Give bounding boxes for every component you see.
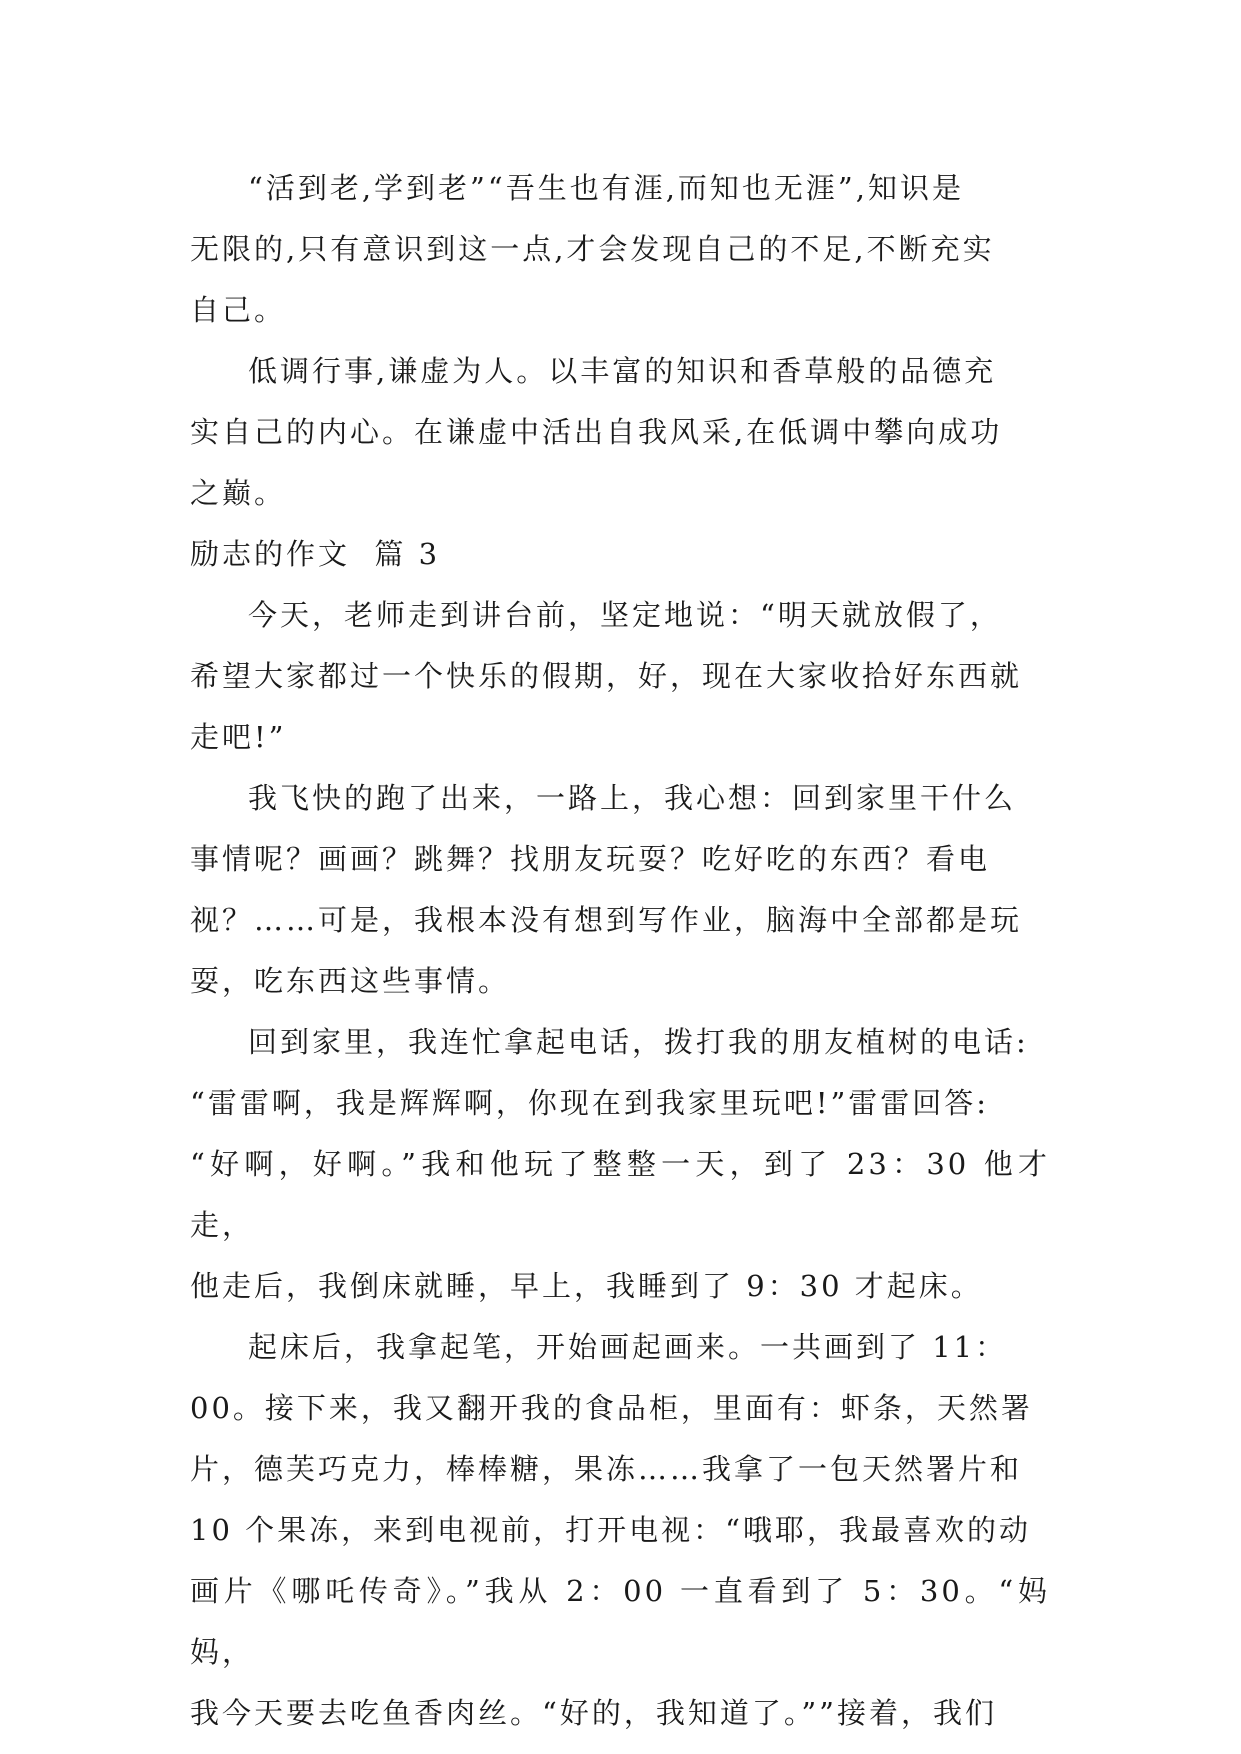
paragraph-after-waking: 起床后，我拿起笔，开始画起画来。一共画到了 11： 00。接下来，我又翻开我的食品柜，里面有：虾条，天然署 片，德芙巧克力，棒棒糖，果冻……我拿了一包天然署片和 10 个果冻，来到电视前，打开电视：“哦耶，我最喜欢的动 画片《哪吒传奇》。”我从 2：00 一直看到了 5：30。“妈妈， 我今天要去吃鱼香肉丝。“好的，我知道了。””接着，我们: [190, 1330, 1050, 1730]
paragraph-lifelong-learning: “活到老,学到老”“吾生也有涯,而知也无涯”,知识是 无限的,只有意识到这一点,才会发现自己的不足,不断充实 自己。: [190, 171, 995, 327]
section-heading: 励志的作文 篇 3: [190, 537, 441, 571]
paragraph-teacher-announcement: 今天，老师走到讲台前，坚定地说：“明天就放假了， 希望大家都过一个快乐的假期，好，现在大家收拾好东西就 走吧!”: [190, 598, 1023, 754]
document-body: [190, 158, 1050, 1744]
paragraph-phone-call: 回到家里，我连忙拿起电话，拨打我的朋友植树的电话: “雷雷啊，我是辉辉啊，你现在到我家里玩吧!”雷雷回答: “好啊，好啊。”我和他玩了整整一天，到了 23：30 他才走， 他走后，我倒床就睡，早上，我睡到了 9：30 才起床。: [190, 1025, 1050, 1303]
paragraph-humility: 低调行事,谦虚为人。以丰富的知识和香草般的品德充 实自己的内心。在谦虚中活出自我风采,在低调中攀向成功 之巅。: [190, 354, 1003, 510]
paragraph-running-home: 我飞快的跑了出来，一路上，我心想：回到家里干什么 事情呢？画画？跳舞？找朋友玩耍？吃好吃的东西？看电 视？……可是，我根本没有想到写作业，脑海中全部都是玩 耍，吃东西这些事情。: [190, 781, 1023, 998]
